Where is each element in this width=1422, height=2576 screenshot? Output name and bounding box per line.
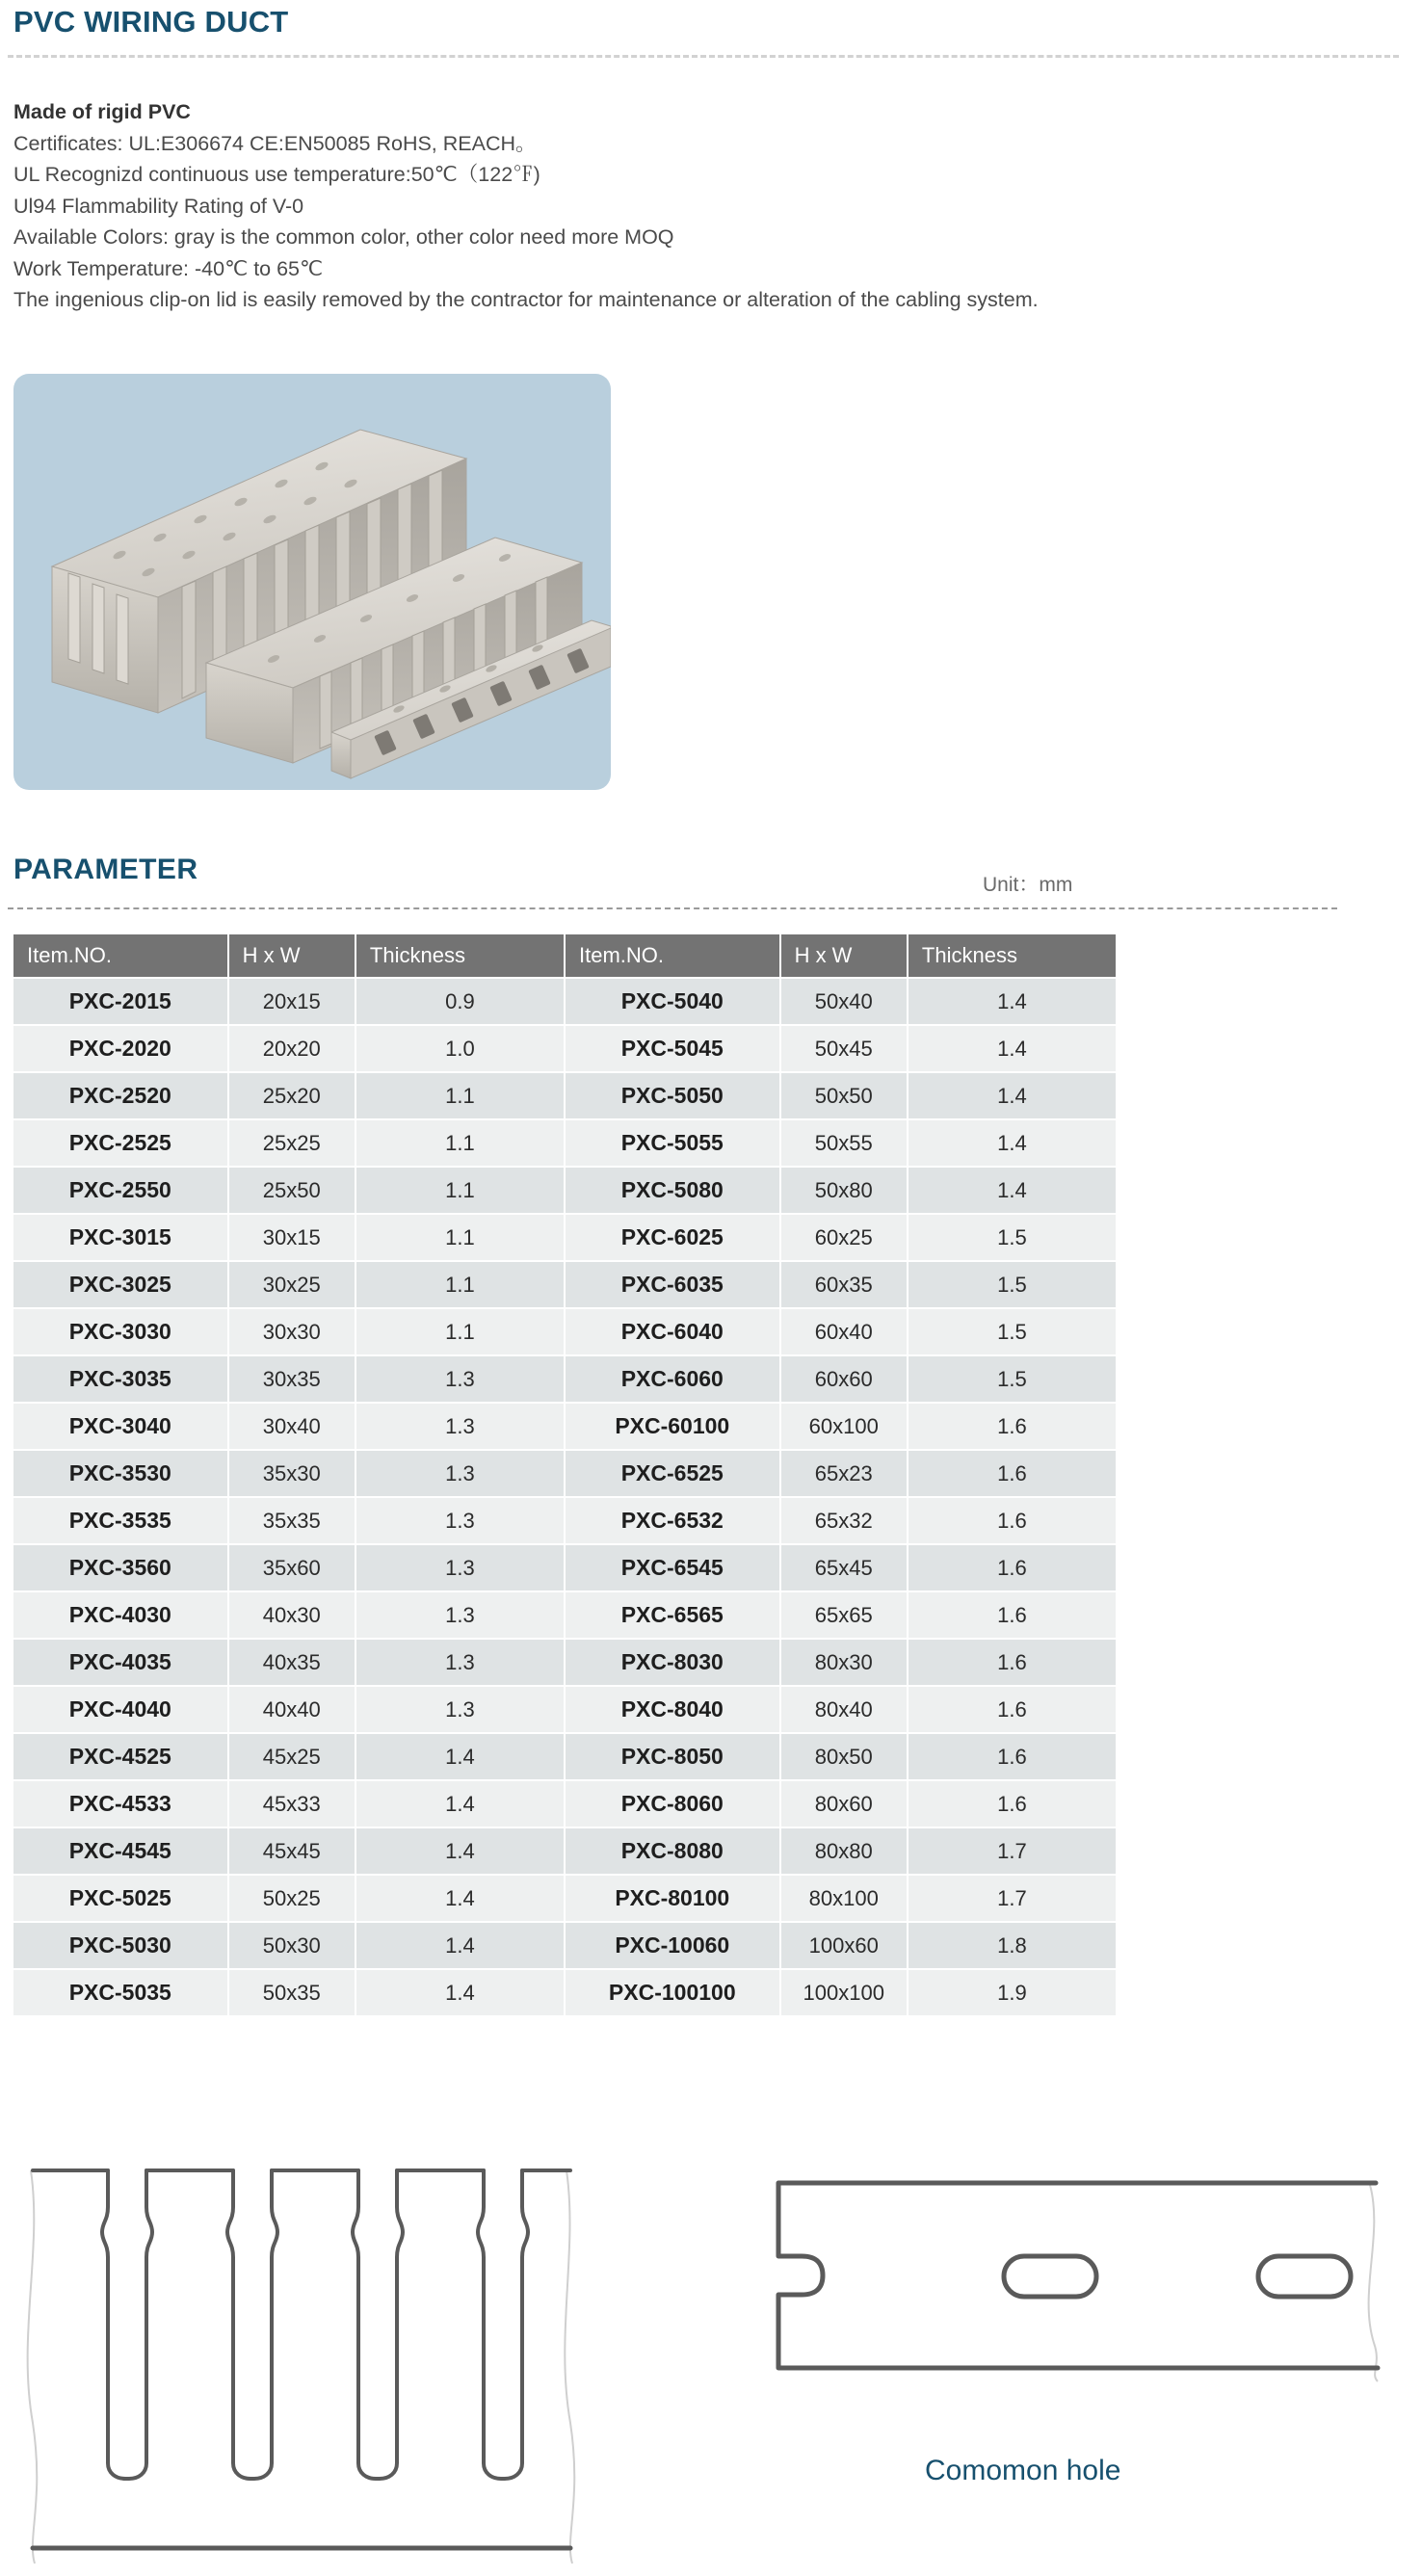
- cell-hw-right: 80x40: [781, 1687, 907, 1732]
- cell-hw-right: 60x25: [781, 1215, 907, 1260]
- table-body: [13, 979, 1116, 2015]
- cell-hw-left: 45x33: [229, 1781, 355, 1827]
- cell-thickness-left: 1.3: [356, 1640, 564, 1685]
- cell-item-no-right: PXC-5080: [566, 1168, 779, 1213]
- cell-thickness-left: 1.4: [356, 1734, 564, 1779]
- cell-thickness-left: 1.1: [356, 1262, 564, 1307]
- cell-item-no-left: PXC-3535: [13, 1498, 227, 1543]
- cell-item-no-left: PXC-3035: [13, 1356, 227, 1402]
- cell-thickness-right: 1.6: [908, 1498, 1116, 1543]
- cell-item-no-right: PXC-8040: [566, 1687, 779, 1732]
- cell-hw-left: 45x45: [229, 1828, 355, 1874]
- cell-thickness-right: 1.7: [908, 1828, 1116, 1874]
- spec-line: Work Temperature: -40℃ to 65℃: [13, 256, 324, 280]
- table-row: [13, 1876, 1116, 1921]
- cell-hw-left: 45x25: [229, 1734, 355, 1779]
- column-header-thickness-right: Thickness: [908, 934, 1116, 977]
- table-row: [13, 1451, 1116, 1496]
- cell-item-no-right: PXC-60100: [566, 1404, 779, 1449]
- cell-item-no-left: PXC-3560: [13, 1545, 227, 1590]
- cell-thickness-left: 1.1: [356, 1073, 564, 1118]
- parameter-heading: PARAMETER: [13, 854, 198, 885]
- cell-thickness-right: 1.6: [908, 1640, 1116, 1685]
- cell-thickness-right: 1.4: [908, 1026, 1116, 1071]
- cell-thickness-right: 1.4: [908, 979, 1116, 1024]
- cell-item-no-left: PXC-3030: [13, 1309, 227, 1354]
- cell-hw-right: 60x100: [781, 1404, 907, 1449]
- cell-item-no-right: PXC-5050: [566, 1073, 779, 1118]
- cell-hw-right: 60x40: [781, 1309, 907, 1354]
- table-row: [13, 1120, 1116, 1166]
- table-row: [13, 1970, 1116, 2015]
- mounting-hole-drawing: [771, 2168, 1407, 2399]
- cell-thickness-left: 1.3: [356, 1545, 564, 1590]
- cell-thickness-left: 1.3: [356, 1404, 564, 1449]
- cell-item-no-right: PXC-6060: [566, 1356, 779, 1402]
- cell-item-no-left: PXC-5035: [13, 1970, 227, 2015]
- oblong-hole: [1258, 2256, 1351, 2297]
- table-row: [13, 1640, 1116, 1685]
- column-header-hw-left: H x W: [229, 934, 355, 977]
- cell-hw-left: 50x35: [229, 1970, 355, 2015]
- cell-item-no-left: PXC-5025: [13, 1876, 227, 1921]
- table-row: [13, 1687, 1116, 1732]
- cell-item-no-left: PXC-3015: [13, 1215, 227, 1260]
- cell-thickness-right: 1.6: [908, 1545, 1116, 1590]
- cell-item-no-left: PXC-4040: [13, 1687, 227, 1732]
- cell-item-no-right: PXC-5040: [566, 979, 779, 1024]
- cell-thickness-left: 1.4: [356, 1923, 564, 1968]
- mounting-hole-profile: [771, 2168, 1407, 2399]
- cell-hw-left: 25x50: [229, 1168, 355, 1213]
- cell-item-no-left: PXC-3530: [13, 1451, 227, 1496]
- table-row: [13, 1545, 1116, 1590]
- cell-thickness-left: 1.3: [356, 1356, 564, 1402]
- table-row: [13, 1781, 1116, 1827]
- cell-thickness-left: 1.3: [356, 1687, 564, 1732]
- cell-item-no-left: PXC-2020: [13, 1026, 227, 1071]
- cell-hw-left: 35x60: [229, 1545, 355, 1590]
- spec-line: The ingenious clip-on lid is easily removed by the contractor for maintenance or alteration of the cabling system.: [13, 288, 1039, 311]
- column-header-item-no-left: Item.NO.: [13, 934, 227, 977]
- cell-item-no-right: PXC-6035: [566, 1262, 779, 1307]
- spec-line: Made of rigid PVC: [13, 100, 191, 123]
- cell-thickness-right: 1.5: [908, 1262, 1116, 1307]
- cell-thickness-left: 0.9: [356, 979, 564, 1024]
- cell-thickness-left: 1.1: [356, 1215, 564, 1260]
- cell-thickness-right: 1.4: [908, 1073, 1116, 1118]
- specification-table: [12, 933, 1118, 2017]
- product-photo: [13, 374, 611, 790]
- cell-thickness-left: 1.3: [356, 1592, 564, 1638]
- table-row: [13, 1168, 1116, 1213]
- cell-hw-left: 30x35: [229, 1356, 355, 1402]
- cell-thickness-right: 1.6: [908, 1451, 1116, 1496]
- cell-hw-left: 30x30: [229, 1309, 355, 1354]
- table-row: [13, 1734, 1116, 1779]
- cell-hw-left: 30x25: [229, 1262, 355, 1307]
- cell-thickness-right: 1.8: [908, 1923, 1116, 1968]
- cell-thickness-left: 1.4: [356, 1828, 564, 1874]
- cell-thickness-right: 1.9: [908, 1970, 1116, 2015]
- cell-hw-right: 50x55: [781, 1120, 907, 1166]
- slot-wall-drawing: [10, 2115, 626, 2567]
- cell-hw-right: 80x50: [781, 1734, 907, 1779]
- table-row: [13, 1592, 1116, 1638]
- cell-hw-right: 100x60: [781, 1923, 907, 1968]
- spec-line: Available Colors: gray is the common color, other color need more MOQ: [13, 225, 674, 249]
- cell-item-no-right: PXC-6532: [566, 1498, 779, 1543]
- cell-item-no-right: PXC-6040: [566, 1309, 779, 1354]
- cell-thickness-right: 1.5: [908, 1309, 1116, 1354]
- hole-caption: Comomon hole: [925, 2455, 1121, 2486]
- cell-item-no-right: PXC-10060: [566, 1923, 779, 1968]
- cell-thickness-left: 1.1: [356, 1120, 564, 1166]
- cell-item-no-right: PXC-100100: [566, 1970, 779, 2015]
- cell-hw-right: 50x40: [781, 979, 907, 1024]
- cell-thickness-left: 1.1: [356, 1309, 564, 1354]
- title-divider: [8, 55, 1399, 58]
- spec-line: Certificates: UL:E306674 CE:EN50085 RoHS, REACH。: [13, 131, 537, 155]
- table-row: [13, 1498, 1116, 1543]
- spec-line: Ul94 Flammability Rating of V-0: [13, 194, 304, 218]
- cell-item-no-left: PXC-2015: [13, 979, 227, 1024]
- cell-item-no-right: PXC-5055: [566, 1120, 779, 1166]
- cell-item-no-left: PXC-2520: [13, 1073, 227, 1118]
- cell-hw-right: 65x23: [781, 1451, 907, 1496]
- cell-thickness-left: 1.4: [356, 1970, 564, 2015]
- table-row: [13, 1073, 1116, 1118]
- cell-hw-right: 80x80: [781, 1828, 907, 1874]
- cell-hw-left: 40x40: [229, 1687, 355, 1732]
- cell-hw-right: 65x45: [781, 1545, 907, 1590]
- cell-hw-right: 50x50: [781, 1073, 907, 1118]
- table-row: [13, 1026, 1116, 1071]
- cell-hw-right: 80x30: [781, 1640, 907, 1685]
- slot-wall-profile: [10, 2115, 626, 2567]
- cell-hw-left: 25x20: [229, 1073, 355, 1118]
- cell-hw-right: 60x60: [781, 1356, 907, 1402]
- cell-item-no-left: PXC-3025: [13, 1262, 227, 1307]
- cell-item-no-left: PXC-4030: [13, 1592, 227, 1638]
- cell-hw-left: 30x15: [229, 1215, 355, 1260]
- cell-item-no-right: PXC-6525: [566, 1451, 779, 1496]
- cell-item-no-left: PXC-3040: [13, 1404, 227, 1449]
- cell-hw-right: 50x80: [781, 1168, 907, 1213]
- cell-thickness-right: 1.6: [908, 1734, 1116, 1779]
- cell-hw-left: 20x20: [229, 1026, 355, 1071]
- table-row: [13, 1404, 1116, 1449]
- cell-hw-left: 40x35: [229, 1640, 355, 1685]
- cell-thickness-right: 1.6: [908, 1781, 1116, 1827]
- cell-hw-right: 60x35: [781, 1262, 907, 1307]
- cell-hw-left: 35x30: [229, 1451, 355, 1496]
- table-row: [13, 1828, 1116, 1874]
- cell-hw-right: 80x60: [781, 1781, 907, 1827]
- cell-hw-right: 65x65: [781, 1592, 907, 1638]
- cell-thickness-right: 1.6: [908, 1592, 1116, 1638]
- cell-item-no-left: PXC-4545: [13, 1828, 227, 1874]
- cell-thickness-right: 1.4: [908, 1168, 1116, 1213]
- cell-hw-right: 50x45: [781, 1026, 907, 1071]
- cell-hw-left: 40x30: [229, 1592, 355, 1638]
- cell-item-no-left: PXC-2550: [13, 1168, 227, 1213]
- cell-item-no-left: PXC-2525: [13, 1120, 227, 1166]
- table-row: [13, 1262, 1116, 1307]
- cell-item-no-right: PXC-5045: [566, 1026, 779, 1071]
- cell-item-no-right: PXC-8060: [566, 1781, 779, 1827]
- cell-thickness-left: 1.0: [356, 1026, 564, 1071]
- column-header-item-no-right: Item.NO.: [566, 934, 779, 977]
- cell-thickness-right: 1.5: [908, 1215, 1116, 1260]
- unit-label: Unit：mm: [983, 874, 1073, 896]
- cell-item-no-right: PXC-80100: [566, 1876, 779, 1921]
- cell-item-no-right: PXC-8030: [566, 1640, 779, 1685]
- cell-thickness-right: 1.5: [908, 1356, 1116, 1402]
- table-header-row: [13, 934, 1116, 977]
- table-row: [13, 979, 1116, 1024]
- cell-item-no-right: PXC-8080: [566, 1828, 779, 1874]
- table-row: [13, 1356, 1116, 1402]
- cell-thickness-right: 1.7: [908, 1876, 1116, 1921]
- page-title: PVC WIRING DUCT: [13, 5, 289, 39]
- cell-hw-right: 65x32: [781, 1498, 907, 1543]
- cell-thickness-right: 1.4: [908, 1120, 1116, 1166]
- cell-hw-left: 50x30: [229, 1923, 355, 1968]
- cell-item-no-left: PXC-5030: [13, 1923, 227, 1968]
- cell-thickness-left: 1.1: [356, 1168, 564, 1213]
- column-header-hw-right: H x W: [781, 934, 907, 977]
- cell-thickness-left: 1.3: [356, 1498, 564, 1543]
- table-row: [13, 1923, 1116, 1968]
- cell-hw-left: 50x25: [229, 1876, 355, 1921]
- cell-hw-left: 35x35: [229, 1498, 355, 1543]
- cell-item-no-left: PXC-4035: [13, 1640, 227, 1685]
- cell-item-no-right: PXC-6025: [566, 1215, 779, 1260]
- cell-hw-left: 25x25: [229, 1120, 355, 1166]
- table-row: [13, 1215, 1116, 1260]
- cell-item-no-right: PXC-8050: [566, 1734, 779, 1779]
- parameter-divider: [8, 907, 1337, 909]
- cell-item-no-right: PXC-6545: [566, 1545, 779, 1590]
- cell-thickness-right: 1.6: [908, 1687, 1116, 1732]
- cell-thickness-left: 1.4: [356, 1781, 564, 1827]
- specification-list: [13, 96, 1382, 316]
- cell-hw-right: 80x100: [781, 1876, 907, 1921]
- cell-hw-left: 20x15: [229, 979, 355, 1024]
- cell-thickness-right: 1.6: [908, 1404, 1116, 1449]
- wiring-duct-illustration: [13, 374, 611, 790]
- column-header-thickness-left: Thickness: [356, 934, 564, 977]
- cell-item-no-left: PXC-4525: [13, 1734, 227, 1779]
- cell-thickness-left: 1.3: [356, 1451, 564, 1496]
- cell-hw-right: 100x100: [781, 1970, 907, 2015]
- cell-thickness-left: 1.4: [356, 1876, 564, 1921]
- cell-item-no-left: PXC-4533: [13, 1781, 227, 1827]
- cell-item-no-right: PXC-6565: [566, 1592, 779, 1638]
- oblong-hole: [1004, 2256, 1096, 2297]
- spec-line: UL Recognizd continuous use temperature:50℃（122℉): [13, 163, 540, 186]
- cell-hw-left: 30x40: [229, 1404, 355, 1449]
- table-row: [13, 1309, 1116, 1354]
